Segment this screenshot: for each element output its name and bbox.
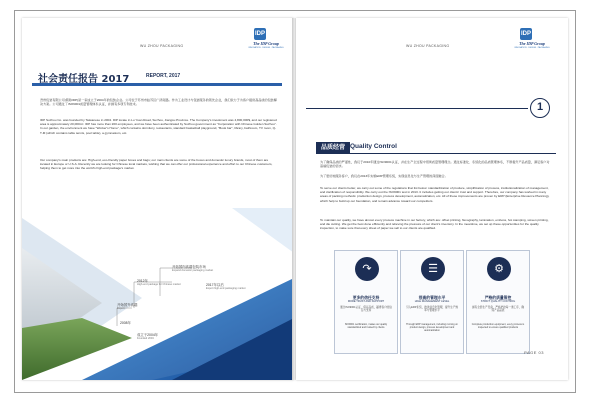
milestone-label-4: 开始国外高端 Export — [117, 303, 138, 310]
feature-card-trust — [334, 250, 398, 354]
page-header: WU ZHOU PACKAGING — [406, 44, 450, 48]
logo-tagline: INNOVATION · DESIGN · PACKAGING — [514, 47, 550, 49]
left-page — [22, 18, 294, 380]
card-title-cn: 很高的管理水平 — [418, 295, 446, 300]
card-title-cn: 严格的质量管控 — [484, 295, 512, 300]
page-header: WU ZHOU PACKAGING — [140, 44, 184, 48]
growth-graphic — [22, 208, 294, 380]
quality-paragraph-en-2: To maintain our quality, we have almost every process machine in our factory, which are: offset printing, flexography, lamination, emboss, hot stamping, screen printing, and die cutting. We get the best done efficiently and relieving the pressure of our client's inventory. In the meantime, we set up these opportunities for the quality inspection, to make sure that every sheet of paper we sell to our clients are qualified. — [320, 218, 549, 231]
logo-name: The IDP Group — [253, 41, 279, 46]
right-page — [296, 18, 568, 380]
logo-tagline: INNOVATION · DESIGN · PACKAGING — [248, 47, 284, 49]
share-arrow-icon: ↷ — [355, 257, 379, 281]
chapter-rule — [306, 108, 528, 109]
card-title-en: HIGH MANAGEMENT LEVEL — [414, 300, 450, 303]
section-title-en: Quality Control — [350, 143, 397, 150]
section-heading — [316, 142, 556, 154]
page-footer-number: PAGE 03 — [524, 350, 544, 355]
card-desc-cn: 引入ERP系统，推进信息化管理，提升生产效率与管理水平 — [405, 306, 459, 313]
light-corner — [232, 208, 294, 253]
triangle-photo-graphic — [22, 208, 294, 380]
document-list-icon: ☰ — [421, 257, 445, 281]
report-title — [32, 70, 282, 86]
card-desc-en: Complete production equipment, every process is inspected to ensure qualified products — [471, 323, 525, 330]
milestone-label-3: 2012年 High-end package for Chinese market — [137, 279, 181, 286]
chapter-number-badge: 1 — [530, 98, 550, 118]
card-desc-en: Through ERP management, including running on product design, process development and automatization — [406, 323, 458, 333]
feature-card-management — [400, 250, 464, 354]
card-title-en: MORE TRUST AND SUPPORT — [347, 300, 385, 303]
card-desc-en: ISO9001 certification, makes our quality standardized and trusted by clients — [344, 323, 388, 330]
milestone-label-2: 开拓国内高端包装市场 Expand domestic packaging market — [172, 265, 214, 272]
quality-paragraph-en-1: To serve our clients better, we carry out some of the regulations that list below: standardization of produce, simplification of process, institutionalization of management, and clarification of responsibility. We carry out the ISO9001 test in 2013. It includes getting our clients' trust and support. Therefore, our company has worked in many areas of packing methods: production design, process development, automatization, etc. All of these improvements are proven by ERP (Enterprise Resource Planning), which help to build up our foundation, and remain advance toward our competitors. — [320, 186, 550, 203]
quality-paragraph-cn-1: 为了确保品质的严谨性，我们于2010年通过ISO9001认证，并在生产全过程中贯彻质量管理理念。通过标准化、系统化的品质管理体系，不断提升产品质量，满足客户对高端包装的需求。 — [320, 160, 550, 169]
logo-mark: IDP — [254, 28, 266, 40]
gear-icon: ⚙ — [487, 257, 511, 281]
company-logo — [512, 28, 552, 54]
milestone-label-6: 成立于2004年 Founded 2004 — [137, 333, 159, 340]
report-title-en: REPORT, 2017 — [146, 73, 181, 79]
section-title-cn: 品质经营 — [316, 142, 350, 154]
quality-paragraph-cn-2: 为了更好地服务客户，我们在2013年实施ERP管理系统，实现信息化与生产管理的深度融合。 — [320, 174, 448, 178]
feature-card-quality — [466, 250, 530, 354]
feature-cards — [334, 250, 530, 354]
card-title-cn: 更多的信任支持 — [352, 295, 380, 300]
company-logo — [246, 28, 286, 54]
intro-paragraph-en-1: IDP Suzhou Co. was founded by Taiwanese in 2004. IDP locate in Lu Yuan Road, Suzhou, Jiangsu Province. The Company's investment was 4,800,000$, and our registered area is approximately 20,000m². IDP has more than 200 employees, and we have been authenticated by Suzhou government as "Corporation with Chinese Golden Suzhou". In our garden, the environment we have "Worker's Home", which contains dormitory, restaurants, standard basketball playground, "Book bar", library, bathroom, TV room, Q-T-M (which contains table tennis, pool table), a gymnasium, etc. — [40, 118, 277, 135]
chapter-number — [306, 98, 556, 118]
report-title-cn: 社会责任报告 2017 — [38, 74, 130, 85]
intro-paragraph-cn: 吾州包装有限公司(简称IDP)是一家成立于2004年的包装企业。公司位于苏州市姑苏区广济南路。作为工业设计与包装服务的领先企业，我们致力于为客户提供高品质的包装解决方案。公司通过了ISO9001质量管理体系认证，并拥有多项专利技术。 — [40, 98, 277, 107]
card-desc-cn: 通过ISO9001认证，保证品质，赢得客户的信任与支持 — [340, 306, 392, 313]
logo-name: The IDP Group — [519, 41, 545, 46]
intro-paragraph-en-2: Our company's main products are: High-end, eco-friendly paper boxes and bags; our main clients are some of the boxes and domestic luxury brands, most of them are located in Europe or U.S.A. Recently we are looking for Chinese local markets, wishing that we can offer our professional experience and effort to our Chinese customers, helping them to get more into the world's high-end package's market. — [40, 158, 273, 171]
logo-mark: IDP — [520, 28, 532, 40]
card-desc-cn: 拥有全套生产设备，严格把控每一道工序，确保产品品质 — [472, 306, 524, 313]
milestone-label-1: 2017年以后 Export high-end packaging market — [206, 283, 246, 290]
milestone-label-5: 2008年 — [120, 321, 131, 325]
card-title-en: STRICT QUALITY CONTROL — [480, 300, 516, 303]
